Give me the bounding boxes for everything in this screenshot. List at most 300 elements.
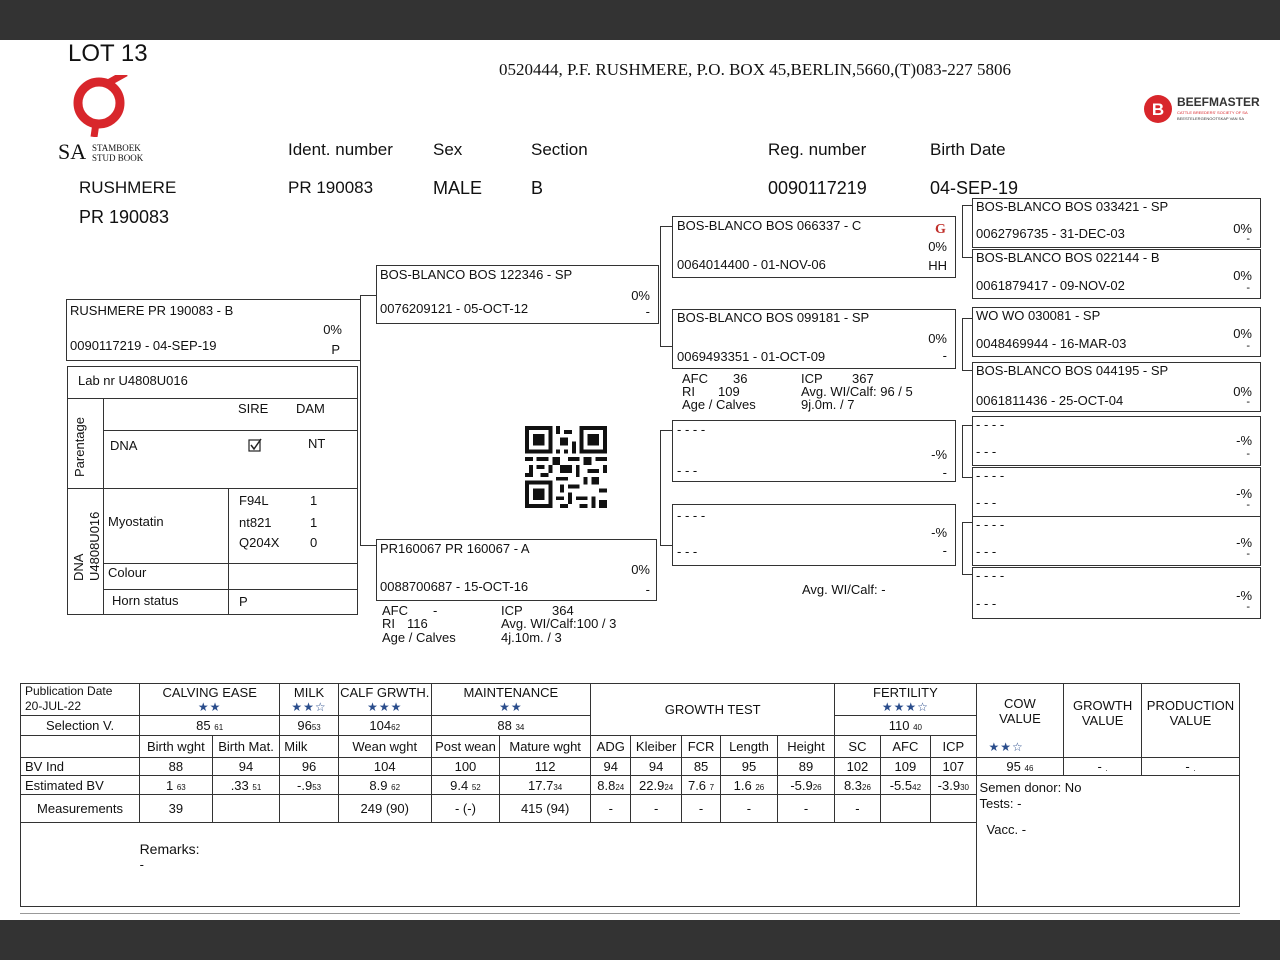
est-acc: 52 (471, 782, 481, 792)
genomics-badge-icon (933, 220, 949, 236)
empty-cell (21, 823, 140, 907)
est-cell (140, 776, 213, 795)
production-value-header (1142, 684, 1240, 758)
maintenance-stars: ★★ (499, 699, 523, 714)
pedigree-line (962, 370, 972, 371)
pedigree-sss-box (972, 198, 1261, 248)
dsd-name: - - - - (976, 468, 1005, 483)
divider (103, 398, 104, 488)
footer-divider (20, 913, 1240, 914)
pedigree-line (360, 545, 376, 546)
myo-val-1: 1 (310, 493, 318, 508)
bv-ind-growth (1064, 758, 1142, 776)
meas-cell (212, 795, 280, 823)
sire-name: BOS-BLANCO BOS 122346 - SP (380, 267, 573, 282)
self-pct: 0% (323, 322, 342, 337)
calf-selection-value: 104 (369, 718, 392, 733)
maintenance-header (431, 684, 590, 716)
est-acc: 24 (664, 782, 674, 792)
est-value: 7.6 (687, 777, 707, 793)
sd-afc-label: AFC (682, 371, 708, 386)
maintenance-selection-acc: 34 (515, 723, 525, 732)
cow-value-label2: VALUE (999, 711, 1041, 726)
divider (103, 488, 104, 615)
dam-reg: 0088700687 - 15-OCT-16 (380, 579, 529, 594)
dss-flag: - (1246, 448, 1250, 460)
sd-age: 9j.0m. / 7 (801, 397, 855, 412)
divider (228, 488, 229, 615)
growth-test-header: GROWTH TEST (591, 684, 835, 736)
est-value: -.9 (297, 777, 313, 793)
sss-reg: 0062796735 - 31-DEC-03 (976, 226, 1125, 241)
dd-reg: - - - (677, 544, 698, 559)
sire-pct: 0% (631, 288, 650, 303)
sire-flag: - (645, 304, 650, 319)
pedigree-sire-box (376, 265, 659, 324)
ss-name: BOS-BLANCO BOS 066337 - C (677, 218, 862, 233)
birth-label: Birth Date (930, 140, 1006, 159)
dd-pct: -% (931, 525, 947, 540)
ddd-name: - - - - (976, 568, 1005, 583)
owner-address: 0520444, P.F. RUSHMERE, P.O. BOX 45,BERLIN,5660,(T)083-227 5806 (499, 60, 1011, 79)
pedigree-line (962, 205, 963, 257)
ds-name: - - - - (677, 422, 706, 437)
divider (103, 563, 357, 564)
horn-value: P (239, 594, 248, 609)
ident-value: PR 190083 (288, 178, 374, 197)
dds-name: - - - - (976, 517, 1005, 532)
meas-cell: 415 (94) (500, 795, 591, 823)
pedigree-dam-sire-box (672, 420, 956, 482)
growth-value-label2: VALUE (1081, 713, 1124, 728)
ddd-pct: -% (1236, 588, 1252, 603)
bv-ind-growth-value: - (1097, 759, 1102, 774)
sdd-name: BOS-BLANCO BOS 044195 - SP (976, 363, 1169, 378)
divider (103, 430, 357, 431)
meas-cell: - (631, 795, 681, 823)
ssd-reg: 0061879417 - 09-NOV-02 (976, 278, 1125, 293)
fertility-stars: ★★★☆ (881, 699, 929, 714)
meas-cell (880, 795, 930, 823)
sds-pct: 0% (1233, 326, 1252, 341)
sdd-reg: 0061811436 - 25-OCT-04 (976, 393, 1124, 408)
bv-ind-cell: 96 (280, 758, 339, 776)
pedigree-sdd-box (972, 362, 1261, 412)
bv-ind-cell: 95 (721, 758, 778, 776)
col-header: Milk (280, 736, 339, 758)
est-value: 1.6 (733, 777, 752, 793)
sdd-pct: 0% (1233, 384, 1252, 399)
dam-age: 4j.10m. / 3 (501, 630, 562, 645)
calf-growth-header (338, 684, 431, 716)
milk-selection-value: 96 (297, 718, 312, 733)
cow-value-header (976, 684, 1064, 758)
calf-selection (338, 716, 431, 736)
pedigree-dam-box (376, 539, 657, 601)
pedigree-line (660, 226, 661, 346)
est-acc: 51 (252, 782, 262, 792)
est-cell (931, 776, 976, 795)
est-cell (591, 776, 631, 795)
pedigree-line (660, 346, 672, 347)
col-header: FCR (681, 736, 720, 758)
est-value: 8.8 (597, 777, 616, 793)
sa-logo-letters: SA (58, 139, 87, 164)
dam-name: PR160067 PR 160067 - A (380, 541, 530, 556)
bv-ind-production (1142, 758, 1240, 776)
bv-ind-cow-value: 95 (1006, 759, 1021, 774)
milk-selection-acc: 53 (311, 723, 321, 732)
pedigree-sds-box (972, 307, 1261, 357)
production-value-label2: VALUE (1169, 713, 1212, 728)
pedigree-ssd-box (972, 249, 1261, 299)
bv-ind-label: BV Ind (21, 758, 140, 776)
est-cell (338, 776, 431, 795)
divider (68, 488, 357, 489)
fertility-label: FERTILITY (873, 684, 938, 700)
parentage-label: Parentage (72, 417, 87, 477)
sd-flag: - (942, 348, 947, 363)
est-cell (681, 776, 720, 795)
production-value-label1: PRODUCTION (1146, 698, 1235, 713)
dsd-reg: - - - (976, 495, 997, 510)
animal-name: RUSHMERE (79, 178, 177, 197)
ds-pct: -% (931, 447, 947, 462)
sex-value: MALE (433, 178, 483, 198)
sd-age-label: Age / Calves (682, 397, 756, 412)
pedigree-line (962, 205, 972, 206)
maintenance-selection-value: 88 (497, 718, 512, 733)
svg-text:B: B (1151, 100, 1165, 119)
est-acc: 34 (553, 782, 563, 792)
sa-studbook-logo (58, 75, 158, 165)
dna-dam-value: NT (308, 436, 326, 451)
dna-vertical-label: DNA (71, 553, 86, 581)
lab-panel (67, 366, 358, 615)
est-cell (631, 776, 681, 795)
pedigree-line (660, 226, 672, 227)
col-header: Length (721, 736, 778, 758)
myo-key-2: nt821 (239, 515, 272, 530)
lab-number: Lab nr U4808U016 (78, 373, 188, 388)
beefmaster-b-icon (1143, 94, 1173, 124)
calving-ease-header (140, 684, 280, 716)
est-value: 1 (166, 777, 174, 793)
myo-val-2: 1 (310, 515, 318, 530)
publication-label: Publication Date (25, 684, 113, 698)
sd-icp: 367 (852, 371, 874, 386)
dna-label: DNA (110, 438, 138, 453)
empty-cell (21, 736, 140, 758)
ssd-flag: - (1246, 282, 1250, 294)
est-value: -5.5 (889, 777, 913, 793)
bv-ind-row (21, 758, 1240, 776)
bv-ind-production-value: - (1185, 759, 1190, 774)
sd-name: BOS-BLANCO BOS 099181 - SP (677, 310, 870, 325)
est-cell (835, 776, 880, 795)
dss-reg: - - - (976, 444, 997, 459)
calf-growth-label: CALF GRWTH. (340, 684, 430, 700)
section-label: Section (531, 140, 588, 159)
pedigree-line (360, 295, 376, 296)
ss-pct: 0% (928, 239, 947, 254)
growth-value-header (1064, 684, 1142, 758)
sire-col-label: SIRE (238, 401, 269, 416)
sss-name: BOS-BLANCO BOS 033421 - SP (976, 199, 1169, 214)
meas-cell: 39 (140, 795, 213, 823)
fertility-selection (835, 716, 976, 736)
est-acc: 30 (960, 782, 969, 792)
est-value: .33 (230, 777, 249, 793)
dam-pct: 0% (631, 562, 650, 577)
self-name: RUSHMERE PR 190083 - B (70, 303, 234, 318)
pedigree-line (962, 477, 972, 478)
est-cell (777, 776, 835, 795)
bv-ind-cell: 85 (681, 758, 720, 776)
col-header: ADG (591, 736, 631, 758)
pedigree-dds-box (972, 516, 1261, 566)
remarks-cell (140, 823, 976, 907)
bv-ind-cell: 112 (500, 758, 591, 776)
est-cell (880, 776, 930, 795)
ss-reg: 0064014400 - 01-NOV-06 (677, 257, 826, 272)
dss-name: - - - - (976, 417, 1005, 432)
meas-cell (931, 795, 976, 823)
pedigree-line (660, 545, 672, 546)
fertility-selection-acc: 40 (913, 723, 923, 732)
beefmaster-name: BEEFMASTER (1177, 95, 1260, 109)
myo-val-3: 0 (310, 535, 318, 550)
pedigree-line (660, 430, 661, 545)
divider (103, 589, 357, 590)
dds-flag: - (1246, 548, 1250, 560)
reg-value: 0090117219 (768, 178, 867, 198)
remarks-value: - (139, 857, 144, 872)
est-acc: 63 (176, 782, 186, 792)
milk-label: MILK (293, 684, 325, 700)
pedigree-line (962, 425, 972, 426)
semen-donor: Semen donor: No (979, 780, 1082, 795)
dam-avg-wi: Avg. WI/Calf:100 / 3 (501, 616, 617, 631)
sire-reg: 0076209121 - 05-OCT-12 (380, 301, 529, 316)
bv-ind-cell: 107 (931, 758, 976, 776)
maintenance-label: MAINTENANCE (463, 684, 559, 700)
calf-growth-stars: ★★★ (367, 699, 403, 714)
dds-reg: - - - (976, 544, 997, 559)
est-value: 8.3 (843, 777, 863, 793)
beefmaster-sub2: BEESTELERGENOOTSKAP VAN SA (1177, 116, 1244, 121)
selection-label: Selection V. (21, 716, 140, 736)
pedigree-ddd-box (972, 567, 1261, 619)
self-flag: P (331, 342, 340, 357)
sd-pct: 0% (928, 331, 947, 346)
colour-label: Colour (108, 565, 147, 580)
col-header: SC (835, 736, 880, 758)
est-acc: 26 (812, 782, 822, 792)
est-cell (431, 776, 500, 795)
meas-cell: - (721, 795, 778, 823)
pedigree-line (962, 318, 963, 370)
dss-pct: -% (1236, 433, 1252, 448)
milk-stars: ★★☆ (291, 699, 327, 714)
notes-cell (976, 776, 1239, 907)
pedigree-line (962, 522, 963, 574)
publication-date: 20-JUL-22 (25, 699, 82, 713)
ssd-name: BOS-BLANCO BOS 022144 - B (976, 250, 1160, 265)
sds-name: WO WO 030081 - SP (976, 308, 1101, 323)
self-reg: 0090117219 - 04-SEP-19 (70, 338, 217, 353)
est-acc: 53 (312, 782, 322, 792)
reg-label: Reg. number (768, 140, 867, 159)
ds-reg: - - - (677, 463, 698, 478)
pedigree-line (962, 425, 963, 477)
est-cell (280, 776, 339, 795)
col-header: AFC (880, 736, 930, 758)
dam-age-label: Age / Calves (382, 630, 456, 645)
calving-selection-acc: 61 (214, 723, 224, 732)
fertility-selection-value: 110 (888, 718, 910, 733)
checkbox-checked-icon (248, 438, 263, 453)
pedigree-dam-dam-box (672, 504, 956, 566)
pedigree-self-box (66, 299, 361, 361)
meas-cell: 249 (90) (338, 795, 431, 823)
bv-ind-cell: 100 (431, 758, 500, 776)
est-value: 17.7 (528, 777, 554, 793)
sa-logo-line1: STAMBOEK (92, 143, 141, 153)
ss-flag: HH (928, 258, 947, 273)
calving-ease-label: CALVING EASE (162, 684, 257, 700)
ddd-flag: - (1246, 601, 1250, 613)
col-header: Birth wght (140, 736, 213, 758)
animal-id-big: PR 190083 (79, 207, 170, 227)
ssd-pct: 0% (1233, 268, 1252, 283)
sds-reg: 0048469944 - 16-MAR-03 (976, 336, 1127, 351)
lab-vertical-label: U4808U016 (87, 511, 102, 581)
pedigree-line (962, 318, 972, 319)
bv-ind-cell: 104 (338, 758, 431, 776)
pedigree-sire-sire-box (672, 216, 956, 278)
fertility-header (835, 684, 976, 716)
dam-ri-label: RI (382, 616, 395, 631)
col-header: Mature wght (500, 736, 591, 758)
bv-ind-cell: 88 (140, 758, 213, 776)
sa-logo-line2: STUD BOOK (92, 153, 144, 163)
milk-header (280, 684, 339, 716)
pedigree-line (962, 522, 972, 523)
breeding-values-table (20, 683, 1240, 907)
est-value: 8.9 (369, 777, 388, 793)
col-header: Post wean (431, 736, 500, 758)
est-acc: 42 (912, 782, 922, 792)
studbook-symbol-icon (58, 75, 158, 137)
meas-cell (280, 795, 339, 823)
est-value: -5.9 (790, 777, 813, 793)
sss-pct: 0% (1233, 221, 1252, 236)
meas-cell: - (681, 795, 720, 823)
sd-ri-label: RI (682, 384, 695, 399)
ident-label: Ident. number (288, 140, 393, 159)
dam-col-label: DAM (296, 401, 325, 416)
estimated-bv-row (21, 776, 1240, 795)
estimated-bv-label: Estimated BV (21, 776, 140, 795)
pedigree-line (962, 257, 972, 258)
est-acc: 26 (755, 782, 765, 792)
col-header: Height (777, 736, 835, 758)
sd-avg-wi: Avg. WI/Calf: 96 / 5 (801, 384, 913, 399)
bv-ind-cell: 102 (835, 758, 880, 776)
col-header: Birth Mat. (212, 736, 280, 758)
milk-selection (280, 716, 339, 736)
horn-label: Horn status (112, 593, 179, 608)
calf-selection-acc: 62 (391, 723, 401, 732)
est-value: 9.4 (450, 777, 469, 793)
calving-selection-value: 85 (196, 718, 211, 733)
est-cell (212, 776, 280, 795)
birth-value: 04-SEP-19 (930, 178, 1019, 198)
measurements-label: Measurements (21, 795, 140, 823)
sd-ri: 109 (718, 384, 740, 399)
growth-value-label1: GROWTH (1073, 698, 1133, 713)
meas-cell: - (-) (431, 795, 500, 823)
sd-afc: 36 (733, 371, 748, 386)
pedigree-line (660, 430, 672, 431)
bv-ind-cell: 94 (212, 758, 280, 776)
dd-flag: - (942, 543, 947, 558)
est-value: -3.9 (937, 777, 961, 793)
section-value: B (531, 178, 544, 198)
myo-key-1: F94L (239, 493, 269, 508)
dds-pct: -% (1236, 535, 1252, 550)
meas-cell: - (591, 795, 631, 823)
dam-ri: 116 (407, 616, 428, 631)
sds-flag: - (1246, 340, 1250, 352)
bv-ind-production-acc: . (1193, 764, 1196, 773)
bv-ind-cell: 109 (880, 758, 930, 776)
est-acc: 7 (709, 782, 715, 792)
dam-afc-label: AFC (382, 603, 408, 618)
ds-flag: - (942, 465, 947, 480)
sdd-flag: - (1246, 396, 1250, 408)
bottom-bar (0, 920, 1280, 960)
bv-ind-cell: 94 (631, 758, 681, 776)
publication-cell (21, 684, 140, 716)
sd-icp-label: ICP (801, 371, 823, 386)
myostatin-label: Myostatin (108, 514, 164, 529)
dd-name: - - - - (677, 508, 706, 523)
myo-key-3: Q204X (239, 535, 280, 550)
meas-cell: - (835, 795, 880, 823)
ddd-reg: - - - (976, 596, 997, 611)
bv-ind-cow (976, 758, 1064, 776)
est-acc: 26 (862, 782, 871, 792)
sss-flag: - (1246, 233, 1250, 245)
beefmaster-sub1: CATTLE BREEDERS' SOCIETY OF SA (1177, 110, 1248, 115)
vaccinations: Vacc. - (986, 822, 1027, 837)
dam-flag: - (645, 582, 650, 597)
dam-icp-label: ICP (501, 603, 523, 618)
cow-value-stars: ★★☆ (988, 740, 1024, 754)
calving-ease-stars: ★★ (197, 699, 222, 714)
lot-number: LOT 13 (68, 40, 148, 67)
qr-code-icon[interactable] (523, 426, 609, 508)
maintenance-selection (431, 716, 590, 736)
pedigree-line (962, 574, 972, 575)
calving-selection (140, 716, 280, 736)
top-bar (0, 0, 1280, 40)
meas-cell: - (777, 795, 835, 823)
est-cell (721, 776, 778, 795)
col-header: Wean wght (338, 736, 431, 758)
